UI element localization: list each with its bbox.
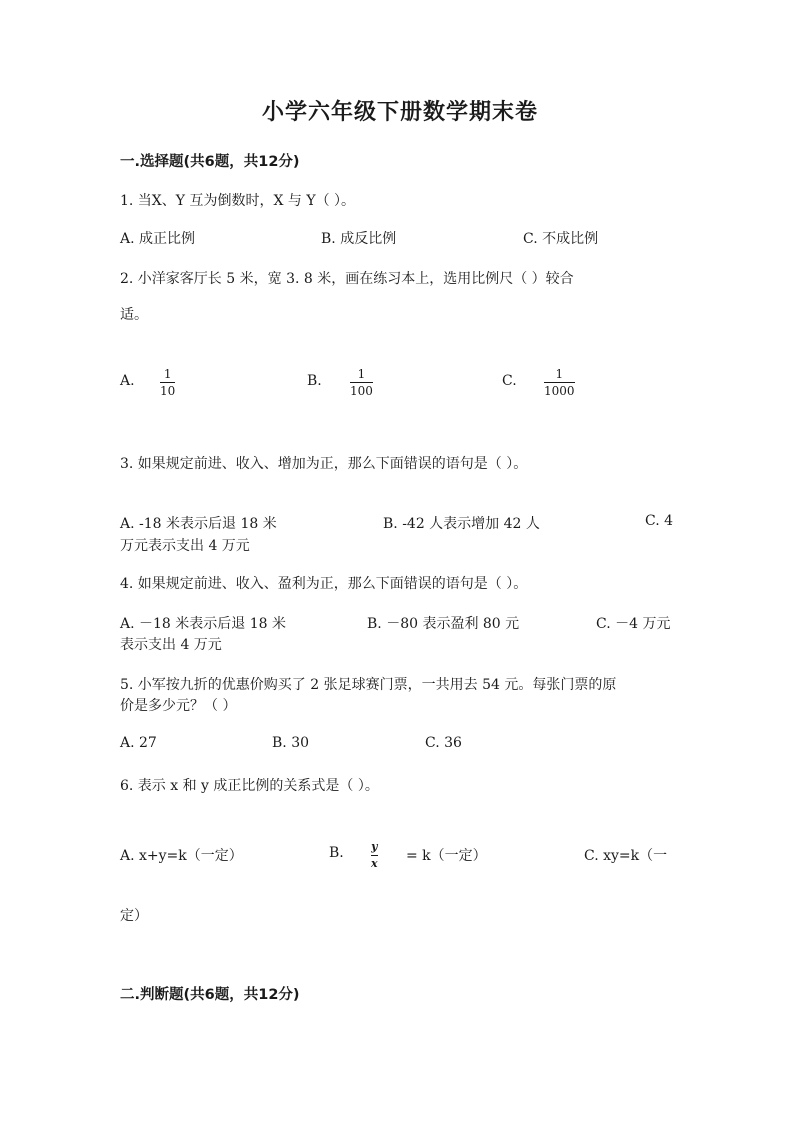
question-6-text: 6. 表示 x 和 y 成正比例的关系式是（ ）。 [120,778,379,794]
question-4-option-c-continued: 表示支出 4 万元 [120,637,222,653]
question-2-text-line1: 2. 小洋家客厅长 5 米，宽 3. 8 米，画在练习本上，选用比例尺（ ）较合 [120,271,574,287]
question-2-option-a-label: A. [120,373,135,389]
question-4-option-a: A. －18 米表示后退 18 米 [120,616,286,632]
question-6-option-c-continued: 定） [120,908,148,924]
question-5-option-a: A. 27 [120,735,157,751]
question-3-option-a: A. -18 米表示后退 18 米 [120,516,277,532]
fraction-bar [544,382,575,383]
question-6-option-b-label: B. [329,845,344,861]
question-6-option-c: C. xy=k（一 [584,848,668,864]
fraction-bar [350,382,373,383]
question-6-option-b-fraction [371,840,378,871]
question-4-option-c: C. －4 万元 [596,616,671,632]
question-3-option-c: C. 4 [645,513,674,529]
question-3-text: 3. 如果规定前进、收入、增加为正，那么下面错误的语句是（ ）。 [120,456,528,472]
question-6-option-b-rest: = k（一定） [406,848,487,864]
section-heading-choice: 一.选择题(共6题，共12分) [120,154,300,170]
question-5-text-line1: 5. 小军按九折的优惠价购买了 2 张足球赛门票，一共用去 54 元。每张门票的原 [120,677,617,693]
question-6-option-a: A. x+y=k（一定） [120,848,243,864]
question-3-option-b: B. -42 人表示增加 42 人 [383,516,540,532]
question-4-text: 4. 如果规定前进、收入、盈利为正，那么下面错误的语句是（ ）。 [120,576,528,592]
question-2-option-c-label: C. [502,373,517,389]
fraction-denominator: 10 [160,384,176,398]
question-2-option-b-fraction [350,367,373,398]
fraction-numerator: y [371,840,378,853]
fraction-denominator: x [371,857,378,870]
question-2-option-c-fraction [544,367,575,398]
section-heading-judgement: 二.判断题(共6题，共12分) [120,987,300,1003]
question-5-text-line2: 价是多少元？（ ） [120,698,237,714]
question-1-option-a: A. 成正比例 [120,231,196,247]
fraction-denominator: 1000 [544,384,575,398]
question-5-option-c: C. 36 [425,735,462,751]
page-title: 小学六年级下册数学期末卷 [261,99,538,125]
fraction-bar [160,382,175,383]
question-5-option-b: B. 30 [272,735,310,751]
question-1-text: 1. 当X、Y 互为倒数时，X 与 Y（ ）。 [120,193,356,209]
fraction-numerator: 1 [163,367,172,381]
question-2-text-line2: 适。 [120,307,148,323]
fraction-denominator: 100 [350,384,373,398]
fraction-numerator: 1 [555,367,564,381]
fraction-numerator: 1 [357,367,366,381]
fraction-bar [371,855,378,856]
question-2-option-a-fraction [160,367,175,398]
question-3-option-c-continued: 万元表示支出 4 万元 [120,538,250,554]
question-2-option-b-label: B. [307,373,322,389]
question-1-option-b: B. 成反比例 [321,231,397,247]
question-1-option-c: C. 不成比例 [523,231,599,247]
question-4-option-b: B. －80 表示盈利 80 元 [367,616,520,632]
